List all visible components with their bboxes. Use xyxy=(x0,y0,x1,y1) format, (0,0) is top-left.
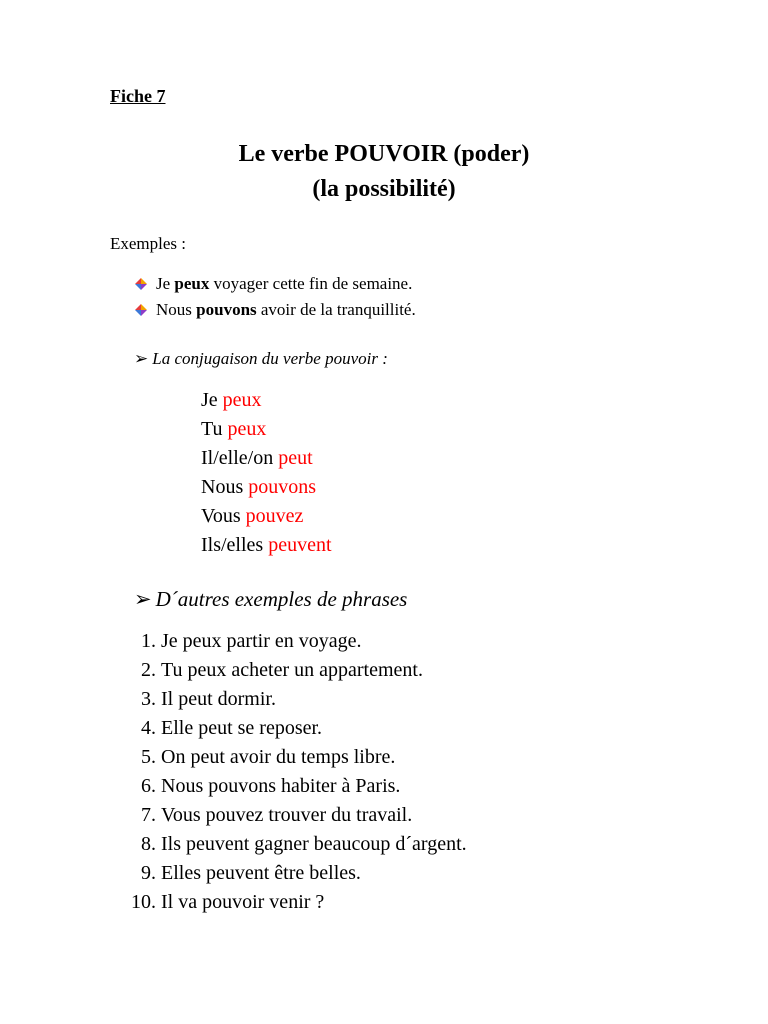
pronoun: Tu xyxy=(201,418,223,440)
four-color-diamond-icon xyxy=(134,277,148,291)
fiche-label: Fiche 7 xyxy=(110,86,166,106)
conjugation-table xyxy=(201,386,332,560)
list-item xyxy=(110,830,467,859)
page-title: Le verbe POUVOIR (poder) xyxy=(238,141,530,167)
list-item xyxy=(110,801,467,830)
list-item xyxy=(110,743,467,772)
example-before: Nous xyxy=(156,300,197,319)
item-number: 1. xyxy=(141,630,156,652)
item-text: Ils peuvent gagner beaucoup d´argent. xyxy=(161,833,467,855)
pronoun: Il/elle/on xyxy=(201,447,274,469)
list-item xyxy=(134,271,417,297)
list-item xyxy=(110,714,467,743)
verb-form: pouvons xyxy=(248,476,317,498)
list-item xyxy=(110,772,467,801)
conjugation-row xyxy=(201,386,332,415)
list-item xyxy=(110,627,467,656)
verb-form: pouvez xyxy=(245,505,304,527)
list-item xyxy=(110,656,467,685)
examples-label: Exemples : xyxy=(110,234,187,253)
item-text: Il va pouvoir venir ? xyxy=(161,891,325,913)
item-text: On peut avoir du temps libre. xyxy=(161,746,396,768)
example-verb: pouvons xyxy=(196,300,257,319)
item-number: 7. xyxy=(141,804,156,826)
list-item xyxy=(110,685,467,714)
pronoun: Vous xyxy=(201,505,241,527)
item-number: 3. xyxy=(141,688,156,710)
example-verb: peux xyxy=(174,274,210,293)
item-number: 9. xyxy=(141,862,156,884)
item-text: Il peut dormir. xyxy=(161,688,276,710)
item-text: Tu peux acheter un appartement. xyxy=(161,659,423,681)
arrowhead-icon: ➢ xyxy=(134,587,152,611)
conjugation-heading-text: La conjugaison du verbe pouvoir : xyxy=(152,349,388,368)
item-text: Vous pouvez trouver du travail. xyxy=(161,804,413,826)
phrases-list xyxy=(110,627,467,917)
list-item xyxy=(134,297,417,323)
item-number: 6. xyxy=(141,775,156,797)
item-number: 4. xyxy=(141,717,156,739)
more-examples-heading xyxy=(134,587,407,612)
item-text: Elles peuvent être belles. xyxy=(161,862,361,884)
pronoun: Je xyxy=(201,389,218,411)
conjugation-heading xyxy=(134,349,388,369)
arrowhead-icon: ➢ xyxy=(134,349,149,368)
item-text: Je peux partir en voyage. xyxy=(161,630,362,652)
list-item xyxy=(110,859,467,888)
verb-form: peuvent xyxy=(268,534,332,556)
conjugation-row xyxy=(201,531,332,560)
item-number: 10. xyxy=(131,891,156,913)
example-after: voyager cette fin de semaine. xyxy=(209,274,417,293)
example-after: avoir de la tranquillité. xyxy=(256,300,416,319)
item-text: Elle peut se reposer. xyxy=(161,717,323,739)
list-item xyxy=(110,888,467,917)
conjugation-row xyxy=(201,444,332,473)
item-text: Nous pouvons habiter à Paris. xyxy=(161,775,401,797)
verb-form: peux xyxy=(227,418,267,440)
example-before: Je xyxy=(156,274,175,293)
conjugation-row xyxy=(201,473,332,502)
conjugation-row xyxy=(201,502,332,531)
pronoun: Nous xyxy=(201,476,244,498)
item-number: 8. xyxy=(141,833,156,855)
item-number: 5. xyxy=(141,746,156,768)
more-examples-heading-text: D´autres exemples de phrases xyxy=(155,587,408,611)
page-subtitle: (la possibilité) xyxy=(312,176,456,202)
verb-form: peut xyxy=(278,447,313,469)
pronoun: Ils/elles xyxy=(201,534,264,556)
four-color-diamond-icon xyxy=(134,303,148,317)
verb-form: peux xyxy=(222,389,262,411)
conjugation-row xyxy=(201,415,332,444)
item-number: 2. xyxy=(141,659,156,681)
examples-list xyxy=(134,271,417,323)
